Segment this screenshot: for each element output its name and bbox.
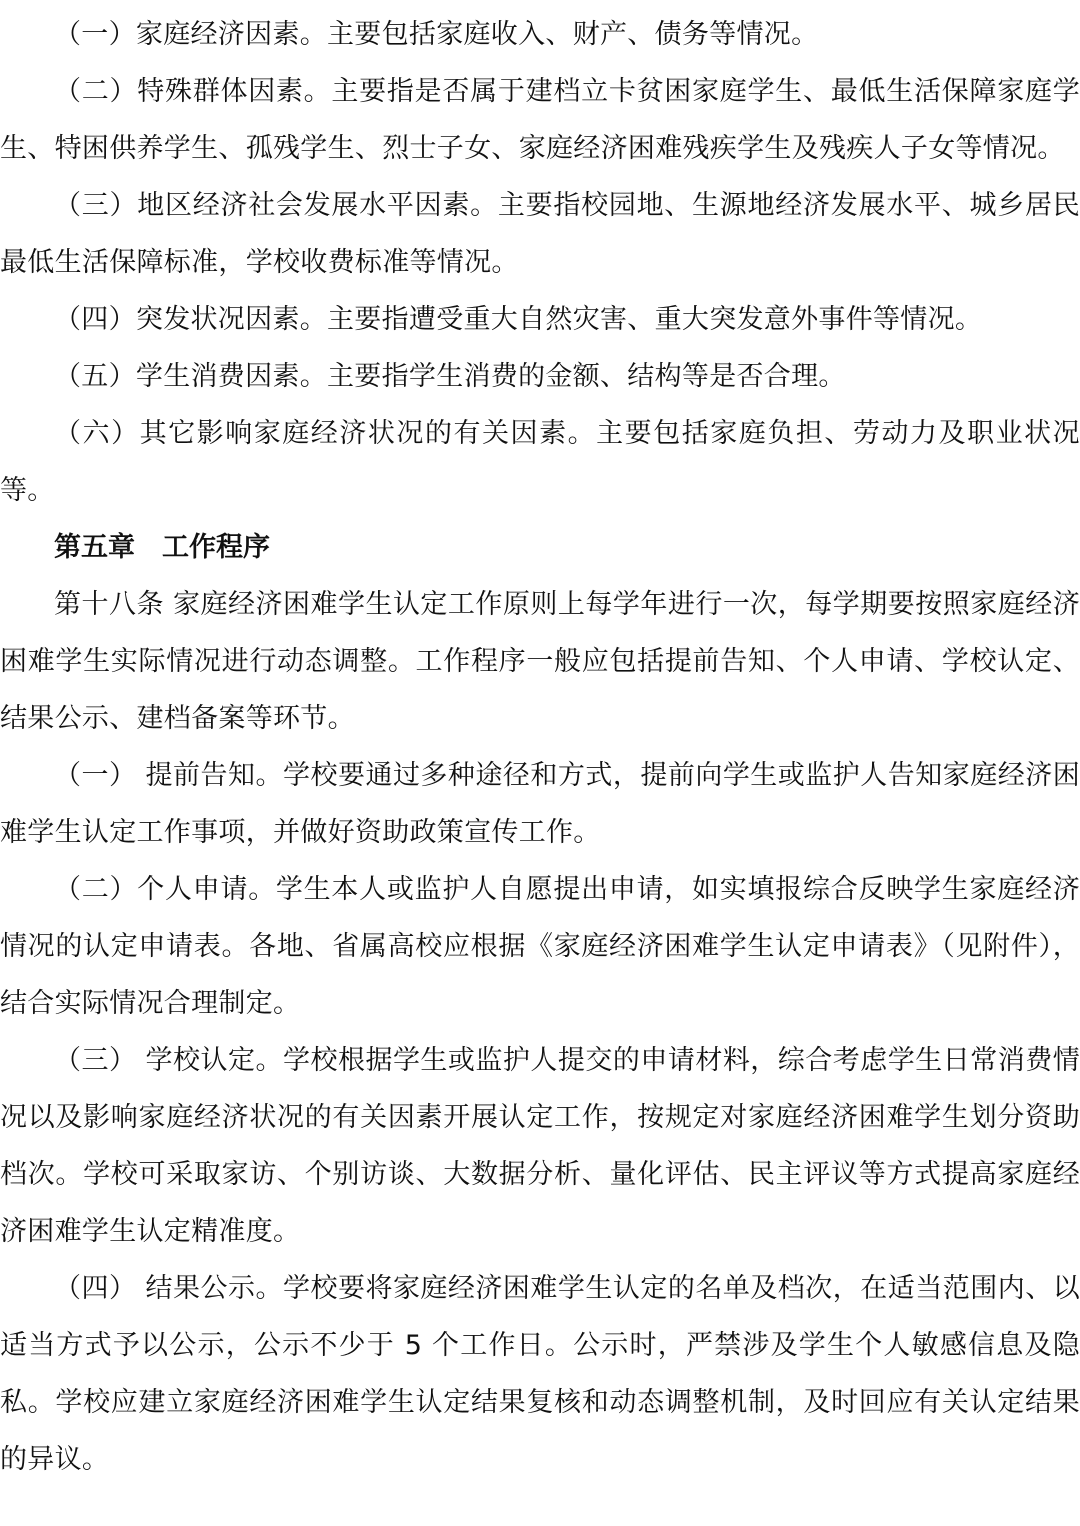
chapter-heading: 第五章 工作程序 bbox=[54, 532, 270, 563]
article-18-paragraph: 第十八条 家庭经济困难学生认定工作原则上每学年进行一次，每学期要按照家庭经济困难学生实际情况进行动态调整。工作程序一般应包括提前告知、个人申请、学校认定、结果公示、建档备案等环节。 bbox=[0, 589, 1080, 734]
step-paragraph-3: （三） 学校认定。学校根据学生或监护人提交的申请材料，综合考虑学生日常消费情况以及影响家庭经济状况的有关因素开展认定工作，按规定对家庭经济困难学生划分资助档次。学校可采取家访、个别访谈、大数据分析、量化评估、民主评议等方式提高家庭经济困难学生认定精准度。 bbox=[0, 1045, 1080, 1247]
factor-paragraph-4: （四）突发状况因素。主要指遭受重大自然灾害、重大突发意外事件等情况。 bbox=[54, 304, 983, 335]
step-paragraph-1: （一） 提前告知。学校要通过多种途径和方式，提前向学生或监护人告知家庭经济困难学生认定工作事项，并做好资助政策宣传工作。 bbox=[0, 760, 1080, 848]
factor-paragraph-3: （三）地区经济社会发展水平因素。主要指校园地、生源地经济发展水平、城乡居民最低生活保障标准，学校收费标准等情况。 bbox=[0, 190, 1080, 278]
factor-paragraph-1: （一）家庭经济因素。主要包括家庭收入、财产、债务等情况。 bbox=[54, 19, 819, 50]
factor-paragraph-5: （五）学生消费因素。主要指学生消费的金额、结构等是否合理。 bbox=[54, 361, 846, 392]
factor-paragraph-6: （六）其它影响家庭经济状况的有关因素。主要包括家庭负担、劳动力及职业状况等。 bbox=[0, 418, 1080, 506]
step-paragraph-2: （二）个人申请。学生本人或监护人自愿提出申请，如实填报综合反映学生家庭经济情况的认定申请表。各地、省属高校应根据《家庭经济困难学生认定申请表》（见附件），结合实际情况合理制定。 bbox=[0, 874, 1080, 1019]
factor-paragraph-2: （二）特殊群体因素。主要指是否属于建档立卡贫困家庭学生、最低生活保障家庭学生、特困供养学生、孤残学生、烈士子女、家庭经济困难残疾学生及残疾人子女等情况。 bbox=[0, 76, 1080, 164]
step-paragraph-4: （四） 结果公示。学校要将家庭经济困难学生认定的名单及档次，在适当范围内、以适当方式予以公示，公示不少于 5 个工作日。公示时，严禁涉及学生个人敏感信息及隐私。学校应建立家庭经济困难学生认定结果复核和动态调整机制，及时回应有关认定结果的异议。 bbox=[0, 1273, 1080, 1475]
